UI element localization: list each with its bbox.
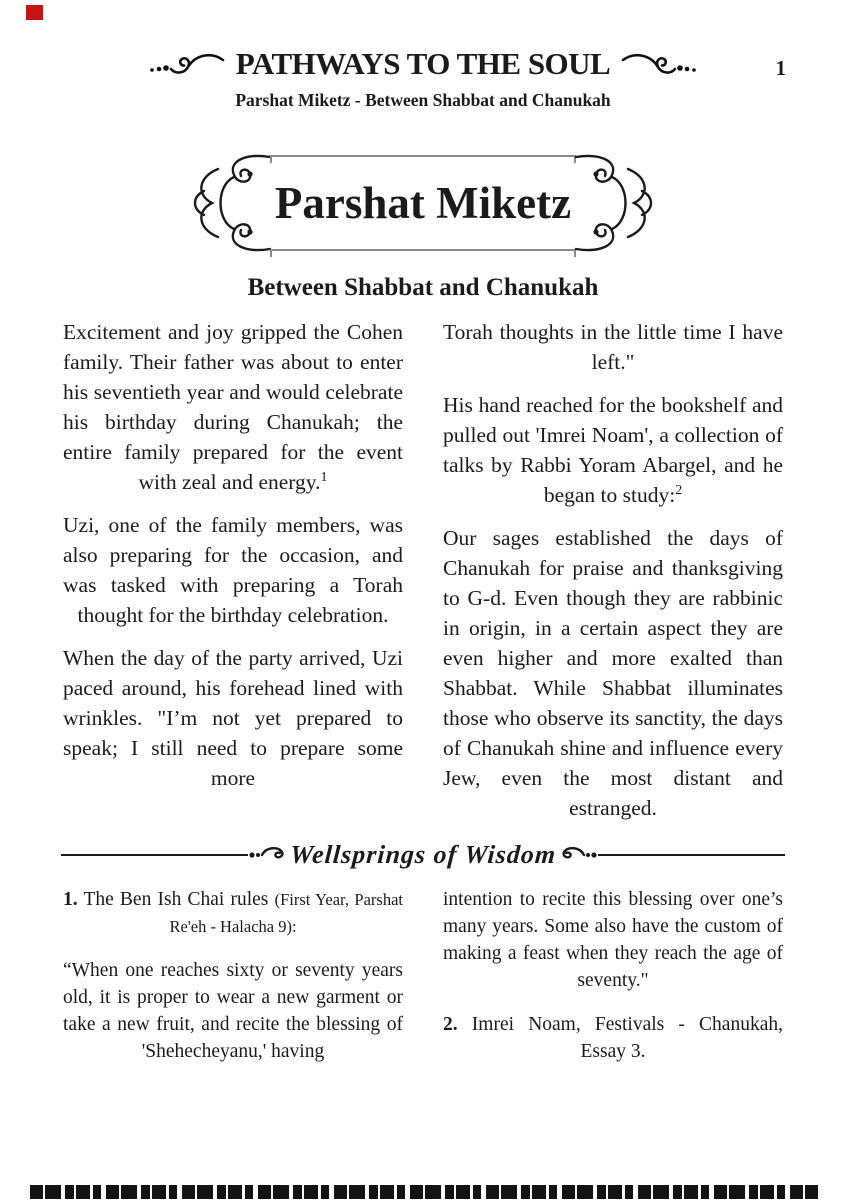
paragraph-text: Torah thoughts in the little time I have left." [443, 320, 783, 374]
footnote-continuation: intention to recite this blessing over one’s many years. Some also have the custom of making a feast when they reach the age of seventy." [443, 889, 783, 991]
header-flourish-right-icon [618, 47, 698, 81]
footnote-entry [443, 1011, 783, 1065]
body-paragraph [443, 317, 783, 377]
red-corner-mark [26, 5, 43, 20]
page-subtitle: Parshat Miketz - Between Shabbat and Chanukah [235, 90, 611, 110]
body-paragraph [443, 523, 783, 823]
body-column-right [443, 317, 783, 836]
footnote-heading [63, 886, 403, 940]
box-rule-bottom [270, 249, 576, 251]
box-flourish-left-icon [188, 151, 274, 255]
divider-ornament-right-icon [558, 844, 598, 866]
footnote-ref: 1 [320, 469, 328, 485]
divider-rule-right [598, 854, 785, 856]
paragraph-text: His hand reached for the bookshelf and pulled out 'Imrei Noam', a collection of talks by Rabbi Yoram Abargel, and he began to study: [443, 393, 783, 507]
body-paragraph [63, 643, 403, 793]
footnote-source: (First Year, Parshat Re'eh - Halacha 9): [169, 890, 403, 936]
divider-rule-left [61, 854, 248, 856]
footer-inverted-text-bar [30, 1185, 818, 1199]
page-header [60, 46, 786, 82]
footnote-marker: 2. [443, 1014, 458, 1035]
title-box-center [274, 151, 572, 255]
paragraph-text: Excitement and joy gripped the Cohen family. Their father was about to enter his seventieth year and would celebrate his birthday during Chanukah; the entire family prepared for the event with zeal and energy. [63, 320, 403, 494]
header-flourish-left-icon [148, 47, 228, 81]
body-paragraph [63, 317, 403, 497]
footnote-lead: The Ben Ish Chai rules [77, 889, 275, 910]
box-flourish-right-icon [572, 151, 658, 255]
body-paragraph [63, 510, 403, 630]
footnote-quote: “When one reaches sixty or seventy years old, it is proper to wear a new garment or take a new fruit, and recite the blessing of 'Shehecheyanu,' having [63, 960, 403, 1062]
footnote-marker: 1. [63, 889, 78, 910]
footnote-column-right [443, 886, 783, 1082]
parsha-title: Parshat Miketz [274, 177, 572, 228]
body-column-left [63, 317, 403, 836]
footnotes-section [63, 886, 783, 1082]
section-heading: Between Shabbat and Chanukah [247, 274, 599, 301]
body-columns [63, 317, 783, 836]
page-number: 1 [775, 56, 786, 80]
page-title: PATHWAYS TO THE SOUL [235, 46, 611, 81]
wellsprings-divider [61, 840, 785, 870]
paragraph-text: Uzi, one of the family members, was also preparing for the occasion, and was tasked with preparing a Torah thought for the birthday celebration. [63, 513, 403, 627]
footnote-ref: 2 [675, 482, 683, 498]
parsha-title-box [188, 151, 658, 255]
box-rule-top [270, 155, 576, 157]
divider-ornament-left-icon [248, 844, 288, 866]
footnote-text: Imrei Noam, Festivals - Chanukah, Essay 3. [457, 1014, 783, 1062]
footnote-column-left [63, 886, 403, 1082]
body-paragraph [443, 390, 783, 510]
divider-label: Wellsprings of Wisdom [288, 840, 558, 869]
paragraph-text: Our sages established the days of Chanukah for praise and thanksgiving to G-d. Even though they are rabbinic in origin, in a certain aspect they are even higher and more exalted than Shabbat. While Shabbat illuminates those who observe its sanctity, the days of Chanukah shine and influence every Jew, even the most distant and estranged. [443, 526, 783, 820]
paragraph-text: When the day of the party arrived, Uzi paced around, his forehead lined with wrinkles. "I’m not yet prepared to speak; I still need to prepare some more [63, 646, 403, 790]
